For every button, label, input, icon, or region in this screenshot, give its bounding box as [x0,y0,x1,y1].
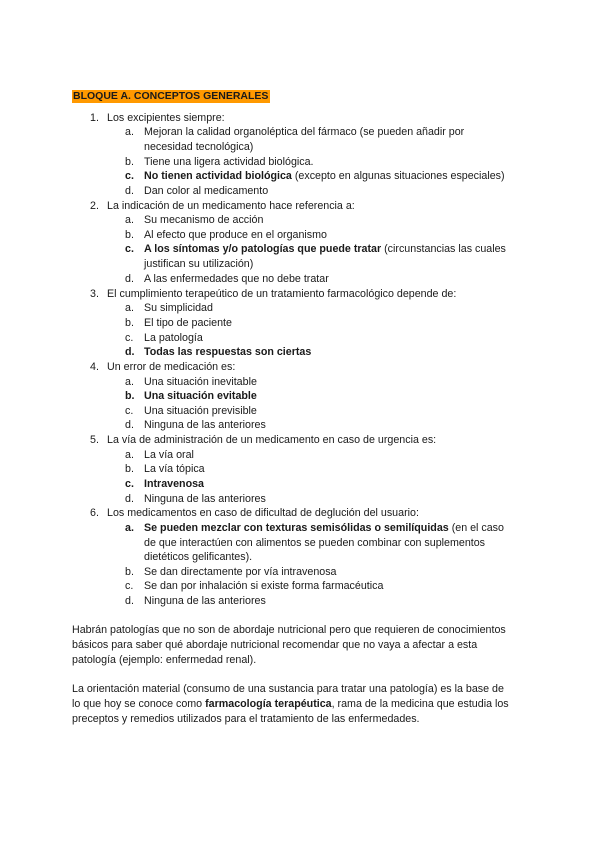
correct-answer-text: Se pueden mezclar con texturas semisólidas o semilíquidas [144,522,449,534]
option-note: de que interactúen con alimentos se pueden combinar con suplementos [144,537,486,549]
question-text: La indicación de un medicamento hace referencia a: [107,200,355,212]
option-letter: a. [125,449,134,461]
option-note: justifican su utilización) [144,258,254,270]
option-text: Ninguna de las anteriores [144,595,266,607]
option-text: Su simplicidad [144,302,213,314]
option-text: Se dan directamente por vía intravenosa [144,566,337,578]
option-text: Tiene una ligera actividad biológica. [144,156,314,168]
option-text: Ninguna de las anteriores [144,419,266,431]
option-letter: b. [125,317,134,329]
option-note: (excepto en algunas situaciones especiales) [291,170,505,182]
option-letter: c. [125,170,134,182]
paragraph-1-line-2: básicos para saber qué abordaje nutricional recomendar que no vaya a afectar a esta [72,639,478,651]
question-number: 4. [90,361,99,373]
option-letter: b. [125,156,134,168]
question-number: 3. [90,288,99,300]
option-text: La vía tópica [144,463,205,475]
option-letter: a. [125,302,134,314]
paragraph-1-line-1: Habrán patologías que no son de abordaje nutricional pero que requieren de conocimientos [72,624,506,636]
option-text: Su mecanismo de acción [144,214,264,226]
option-text: Una situación previsible [144,405,257,417]
option-letter: c. [125,580,134,592]
option-text: Al efecto que produce en el organismo [144,229,327,241]
question-text: Un error de medicación es: [107,361,236,373]
question-text: Los medicamentos en caso de dificultad de deglución del usuario: [107,507,419,519]
section-heading: BLOQUE A. CONCEPTOS GENERALES [73,90,269,102]
option-letter: b. [125,390,135,402]
correct-answer-text: Intravenosa [144,478,204,490]
correct-answer-text: Todas las respuestas son ciertas [144,346,312,358]
key-term: farmacología terapéutica [205,698,332,710]
option-letter: d. [125,273,134,285]
option-text: A las enfermedades que no debe tratar [144,273,329,285]
option-letter: d. [125,595,134,607]
option-letter: a. [125,126,134,138]
option-letter: a. [125,522,134,534]
correct-answer-text: A los síntomas y/o patologías que puede tratar [144,243,382,255]
paragraph-2-line-2 [72,697,509,712]
option-note: (en el caso [448,522,504,534]
option-text: Mejoran la calidad organoléptica del fármaco (se pueden añadir por [144,126,465,138]
paragraph-text: , rama de la medicina que estudia los [331,698,509,710]
option-letter: c. [125,243,134,255]
question-number: 5. [90,434,99,446]
option-text: Ninguna de las anteriores [144,493,266,505]
correct-answer-text: No tienen actividad biológica [144,170,292,182]
option-text: Una situación inevitable [144,376,257,388]
paragraph-1-line-3: patología (ejemplo: enfermedad renal). [72,654,257,666]
paragraph-text: lo que hoy se conoce como [72,698,206,710]
question-number: 1. [90,112,99,124]
question-number: 2. [90,200,99,212]
option-text: La vía oral [144,449,194,461]
question-text: El cumplimiento terapeútico de un tratamiento farmacológico depende de: [107,288,457,300]
option-text: Dan color al medicamento [144,185,269,197]
correct-answer-text: Una situación evitable [144,390,257,402]
option-note: (circunstancias las cuales [381,243,506,255]
option-letter: b. [125,566,134,578]
option-text: La patología [144,332,203,344]
option-letter: d. [125,185,134,197]
option-letter: a. [125,214,134,226]
option-text: Se dan por inhalación si existe forma farmacéutica [144,580,384,592]
option-letter: b. [125,463,134,475]
option-letter: c. [125,405,134,417]
option-text: El tipo de paciente [144,317,232,329]
option-letter: c. [125,332,134,344]
option-letter: d. [125,493,134,505]
option-note: dietéticos gelificantes). [144,551,253,563]
option-letter: d. [125,419,134,431]
option-letter: b. [125,229,134,241]
paragraph-2-line-3: preceptos y remedios utilizados para el tratamiento de las enfermedades. [72,713,420,725]
question-text: La vía de administración de un medicamento en caso de urgencia es: [107,434,437,446]
option-letter: a. [125,376,134,388]
option-letter: c. [125,478,134,490]
question-number: 6. [90,507,99,519]
paragraph-2-line-1: La orientación material (consumo de una sustancia para tratar una patología) es la base de [72,683,504,695]
question-text: Los excipientes siempre: [107,112,225,124]
option-letter: d. [125,346,135,358]
option-text: necesidad tecnológica) [144,141,254,153]
